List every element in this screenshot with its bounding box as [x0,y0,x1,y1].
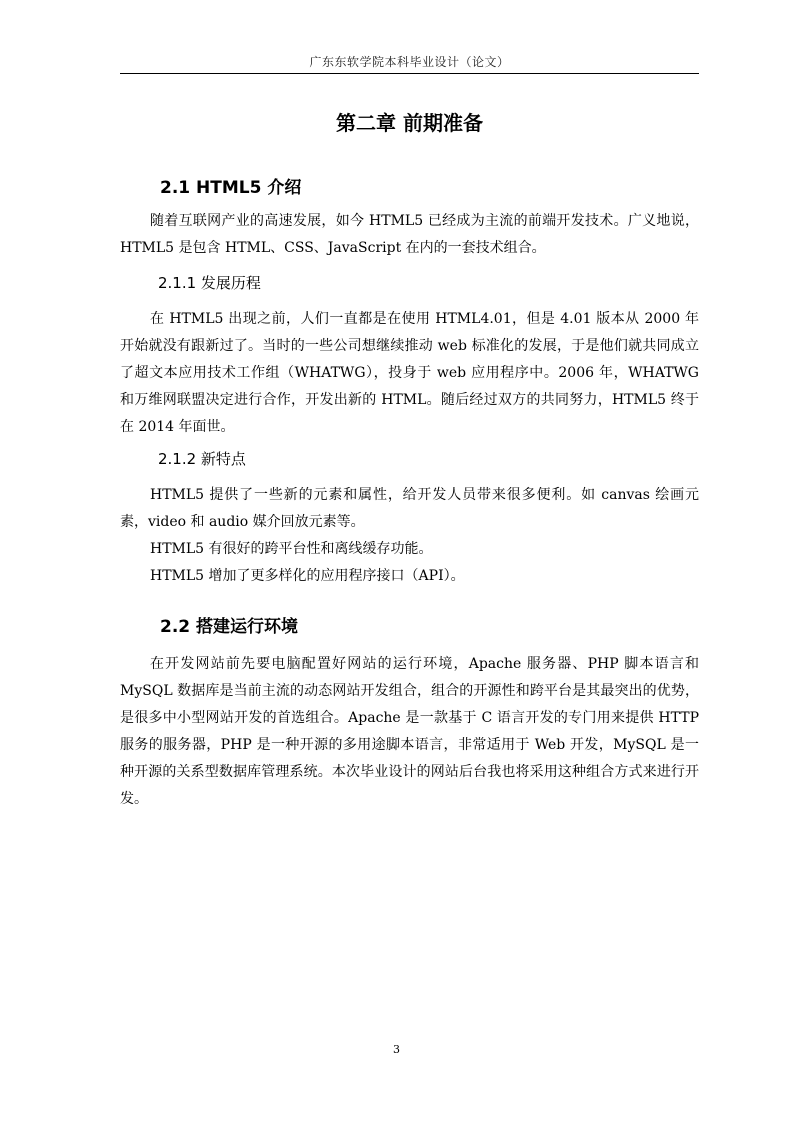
subsection-heading-2-1-1: 2.1.1 发展历程 [158,274,261,292]
page-header [120,0,699,74]
subsection-heading-2-1-2: 2.1.2 新特点 [158,450,246,468]
section-heading-2-2: 2.2 搭建运行环境 [160,617,299,637]
chapter-title: 第二章 前期准备 [336,111,483,135]
header-title: 广东东软学院本科毕业设计（论文） [309,55,510,69]
section-2-1-intro-paragraph: 随着互联网产业的高速发展，如今 HTML5 已经成为主流的前端开发技术。广义地说，HTML5 是包含 HTML、CSS、JavaScript 在内的一套技术组合。 [120,213,699,256]
page-number: 3 [393,1043,400,1056]
features-paragraph-2: HTML5 有很好的跨平台性和离线缓存功能。 [150,541,433,557]
features-paragraph-1: HTML5 提供了一些新的元素和属性，给开发人员带来很多便利。如 canvas 绘画元素，video 和 audio 媒介回放元素等。 [120,487,699,530]
environment-paragraph: 在开发网站前先要电脑配置好网站的运行环境，Apache 服务器、PHP 脚本语言和 MySQL 数据库是当前主流的动态网站开发组合，组合的开源性和跨平台是其最突出的优势，是很多中小型网站开发的首选组合。Apache 是一款基于 C 语言开发的专门用来提供 HTTP 服务的服务器，PHP 是一种开源的多用途脚本语言，非常适用于 Web 开发，MySQL 是一种开源的关系型数据库管理系统。本次毕业设计的网站后台我也将采用这种组合方式来进行开发。 [120,656,699,807]
section-heading-2-1: 2.1 HTML5 介绍 [160,178,302,198]
history-paragraph: 在 HTML5 出现之前，人们一直都是在使用 HTML4.01，但是 4.01 版本从 2000 年开始就没有跟新过了。当时的一些公司想继续推动 web 标准化的发展，于是他们就共同成立了超文本应用技术工作组（WHATWG），投身于 web 应用程序中。2006 年，WHATWG 和万维网联盟决定进行合作，开发出新的 HTML。随后经过双方的共同努力，HTML5 终于在 2014 年面世。 [120,311,699,435]
features-paragraph-3: HTML5 增加了更多样化的应用程序接口（API）。 [150,568,465,584]
